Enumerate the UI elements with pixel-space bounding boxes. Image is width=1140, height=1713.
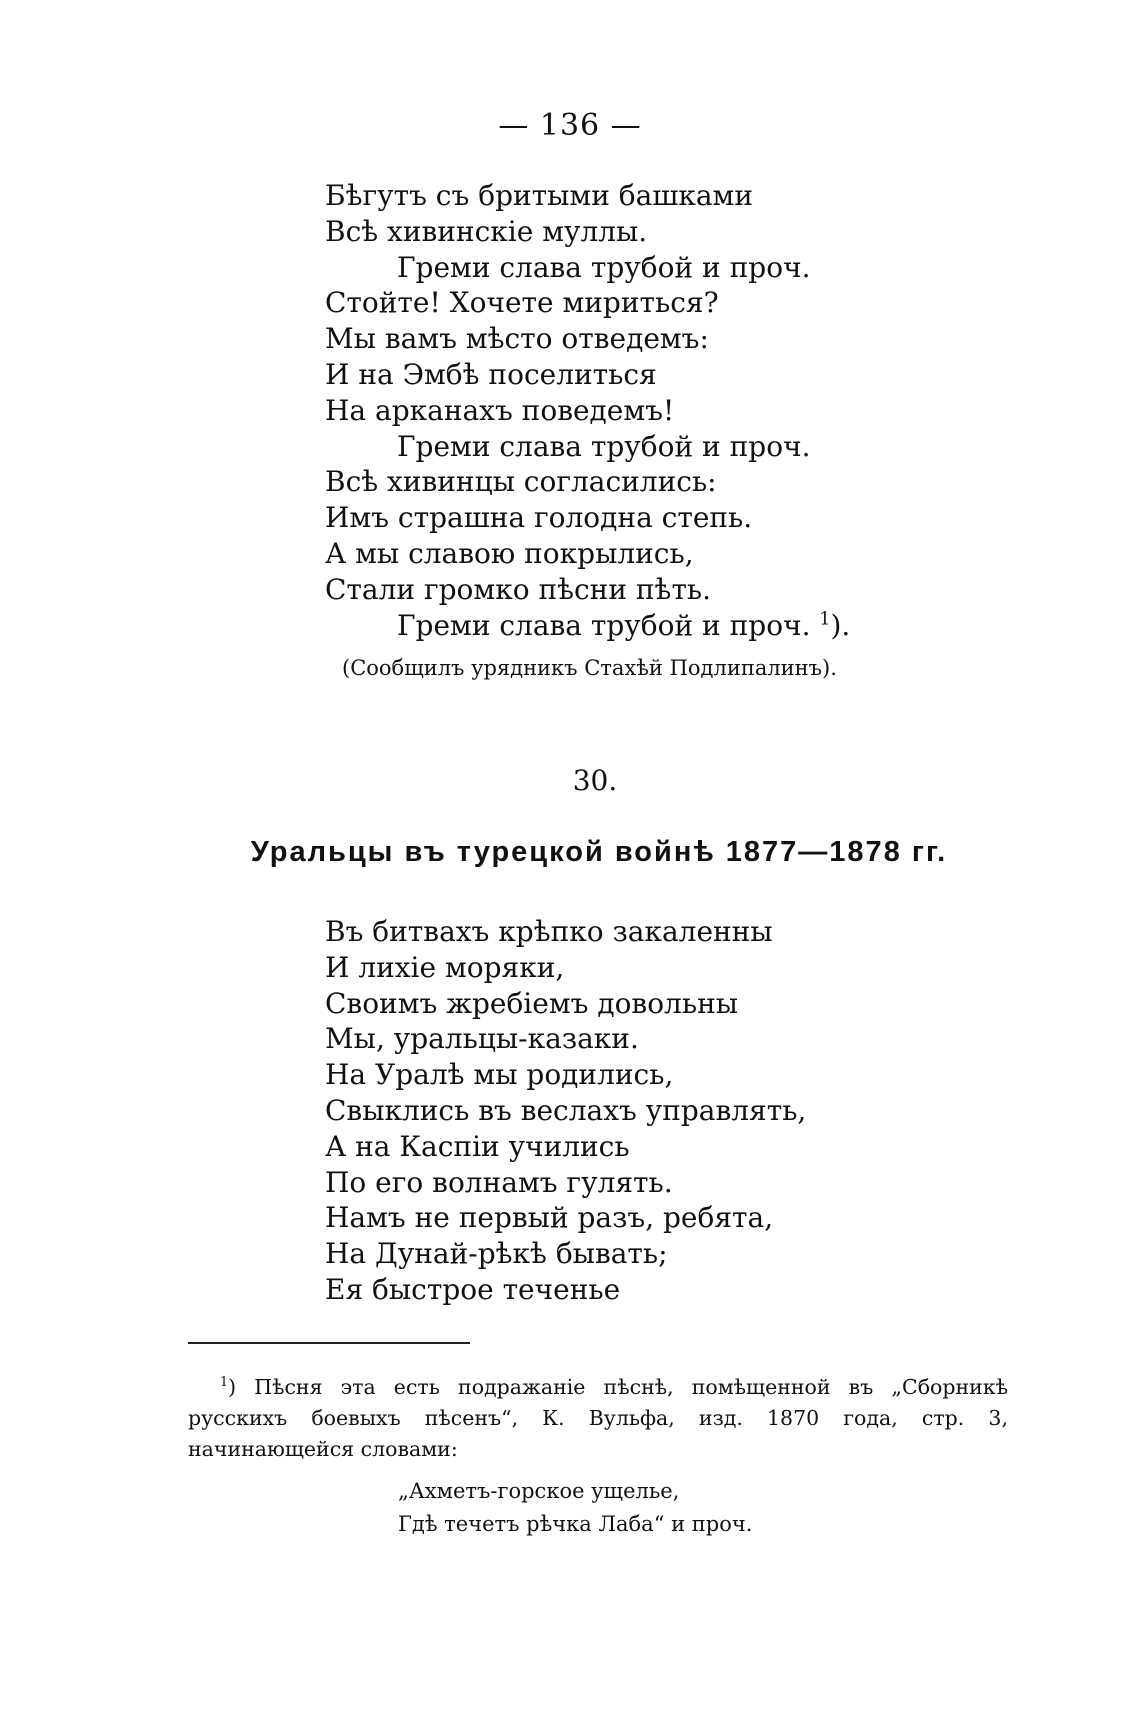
verse-line: На арканахъ поведемъ! [325, 393, 675, 427]
verse-line: Бѣгутъ съ бритыми башками [325, 179, 753, 212]
song-title: Уральцы въ турецкой войнѣ 1877—1878 гг. [250, 836, 948, 868]
verse-line: Всѣ хивинскіе муллы. [325, 214, 648, 248]
verse-line: Въ битвахъ крѣпко закаленны [325, 915, 773, 948]
footnote-divider [188, 1342, 470, 1344]
footnote-text: ) Пѣсня эта есть подражаніе пѣснѣ, помѣщенной въ „Сборникѣ русскихъ боевыхъ пѣсенъ“, К. Вульфа, изд. 1870 года, стр. 3, начинающейся словами: [188, 1375, 1008, 1461]
page-number: — 136 — [498, 108, 642, 143]
quote-line: „Ахметъ-горское ущелье, [398, 1479, 680, 1503]
verse-line: Мы вамъ мѣсто отведемъ: [325, 322, 709, 356]
footnote-marker: 1 [220, 1374, 229, 1390]
song-credit: (Сообщилъ урядникъ Стахѣй Подлипалинъ). [342, 656, 837, 680]
verse-line: Своимъ жребіемъ довольны [325, 986, 739, 1020]
refrain-line: Греми слава трубой и проч. [397, 429, 811, 463]
quote-line: Гдѣ течетъ рѣчка Лаба“ и проч. [398, 1512, 753, 1536]
refrain-line: Греми слава трубой и проч. [397, 250, 811, 284]
verse-line: Свыклись въ веслахъ управлять, [325, 1093, 807, 1127]
verse-line: И на Эмбѣ поселиться [325, 357, 657, 391]
verse-line: На Уралѣ мы родились, [325, 1058, 674, 1092]
refrain-text: Греми слава трубой и проч. [397, 608, 811, 642]
verse-line: Намъ не первый разъ, ребята, [325, 1201, 774, 1235]
footnote-quote [398, 1475, 752, 1541]
verse-line: Всѣ хивинцы согласились: [325, 465, 717, 499]
song-29-verse [325, 178, 850, 643]
closing-paren: ). [830, 608, 851, 642]
refrain-line-with-footnote [325, 608, 850, 644]
song-number: 30. [572, 764, 618, 797]
footnote [188, 1372, 1008, 1465]
verse-line: Мы, уральцы-казаки. [325, 1022, 639, 1056]
footnote-marker: 1 [819, 609, 831, 630]
verse-line: А мы славою покрылись, [325, 536, 694, 570]
verse-line: И лихіе моряки, [325, 950, 565, 984]
verse-line: Стали громко пѣсни пѣть. [325, 572, 712, 606]
verse-line: Имъ страшна голодна степь. [325, 501, 753, 535]
verse-line: А на Каспіи учились [325, 1129, 630, 1163]
verse-line: Стойте! Хочете мириться? [325, 286, 719, 320]
verse-line: По его волнамъ гулять. [325, 1165, 673, 1199]
song-30-verse [325, 914, 806, 1308]
verse-line: Ея быстрое теченье [325, 1272, 621, 1306]
verse-line: На Дунай-рѣкѣ бывать; [325, 1237, 668, 1271]
